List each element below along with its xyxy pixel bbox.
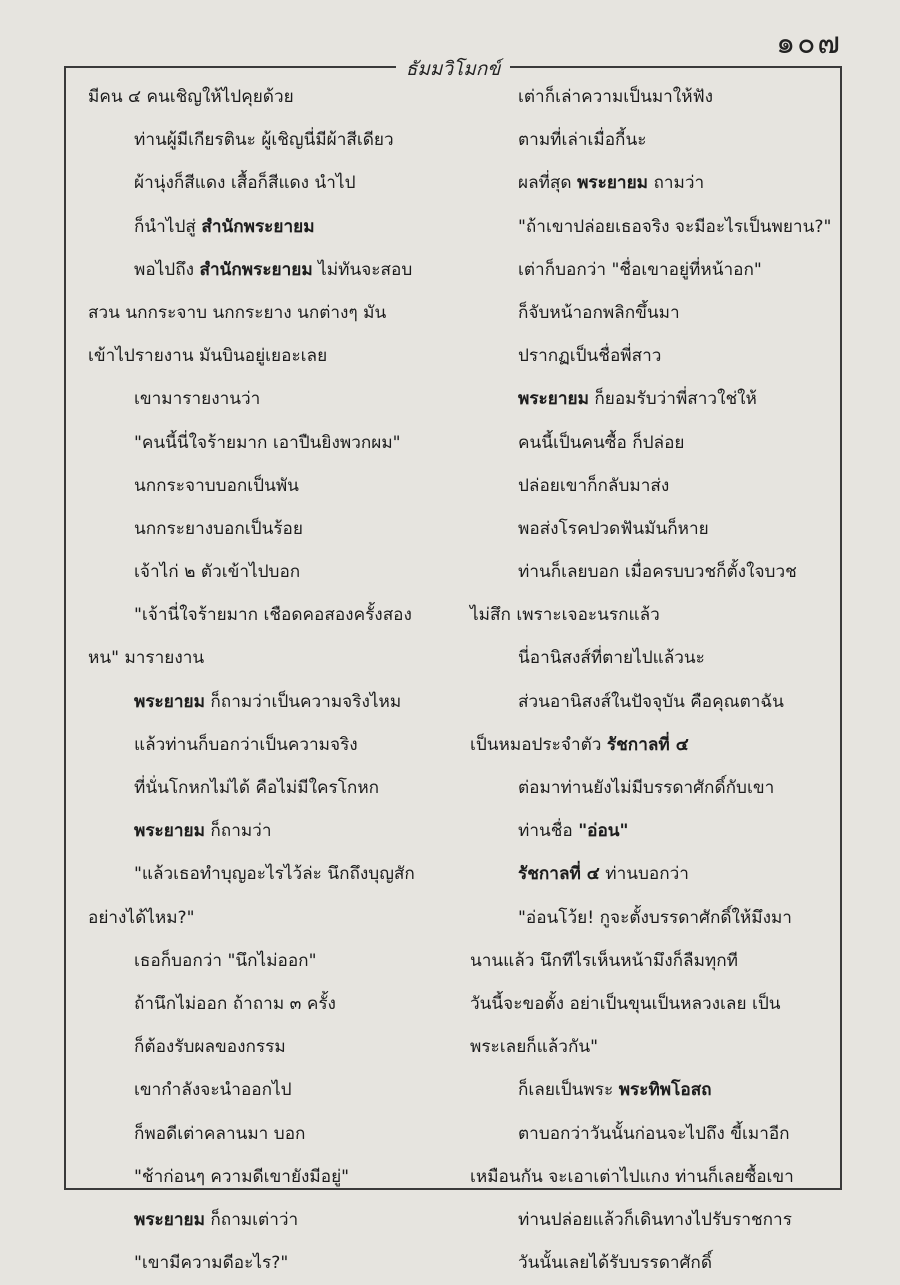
page-number: ๑๐๗ bbox=[776, 26, 842, 61]
text-line: เขากำลังจะนำออกไป bbox=[134, 1080, 292, 1101]
text-line: คนนี้เป็นคนซื้อ ก็ปล่อย bbox=[518, 432, 685, 453]
text-line: พอไปถึง สำนักพระยายม ไม่ทันจะสอบ bbox=[134, 259, 413, 280]
text-line: ก็นำไปสู่ สำนักพระยายม bbox=[134, 216, 315, 237]
text-line: ที่นั่นโกหกไม่ได้ คือไม่มีใครโกหก bbox=[134, 778, 380, 798]
text-line: พระยายม ก็ยอมรับว่าพี่สาวใช่ให้ bbox=[518, 389, 757, 410]
text-line: พระยายม ก็ถามว่าเป็นความจริงไหม bbox=[134, 691, 402, 712]
text-frame bbox=[64, 58, 842, 1274]
text-line: วันนี้จะขอตั้ง อย่าเป็นขุนเป็นหลวงเลย เป็น bbox=[470, 993, 781, 1014]
text-line: "เขามีความดีอะไร?" bbox=[134, 1253, 289, 1274]
text-line: ท่านชื่อ "อ่อน" bbox=[518, 821, 629, 842]
text-line: พอส่งโรคปวดฟันมันก็หาย bbox=[518, 518, 709, 539]
text-line: ต่อมาท่านยังไม่มีบรรดาศักดิ์กับเขา bbox=[518, 778, 775, 798]
text-line: ผลที่สุด พระยายม ถามว่า bbox=[518, 173, 705, 194]
text-line: วันนั้นเลยได้รับบรรดาศักดิ์ bbox=[518, 1253, 712, 1274]
text-line: ท่านปล่อยแล้วก็เดินทางไปรับราชการ bbox=[518, 1209, 792, 1230]
text-line: "อ่อนโว้ย! กูจะตั้งบรรดาศักดิ์ให้มึงมา bbox=[518, 907, 792, 928]
text-line: ปรากฏเป็นชื่อพี่สาว bbox=[518, 346, 662, 367]
text-line: "ช้าก่อนๆ ความดีเขายังมีอยู่" bbox=[134, 1166, 350, 1187]
text-line: เต่าก็บอกว่า "ชื่อเขาอยู่ที่หน้าอก" bbox=[518, 259, 762, 280]
text-line: ท่านก็เลยบอก เมื่อครบบวชก็ตั้งใจบวช bbox=[518, 562, 797, 583]
text-line: ก็เลยเป็นพระ พระทิพโอสถ bbox=[518, 1080, 712, 1101]
text-line: ไม่สึก เพราะเจอะนรกแล้ว bbox=[470, 605, 660, 626]
text-line: นี่อานิสงส์ที่ตายไปแล้วนะ bbox=[518, 648, 705, 669]
text-line: ตาบอกว่าวันนั้นก่อนจะไปถึง ขี้เมาอีก bbox=[518, 1123, 790, 1144]
text-line: นานแล้ว นึกทีไรเห็นหน้ามึงก็ลืมทุกที bbox=[470, 950, 738, 971]
left-column bbox=[88, 76, 463, 1285]
text-line: พระยายม ก็ถามเต่าว่า bbox=[134, 1209, 299, 1230]
text-line: ตามที่เล่าเมื่อกี้นะ bbox=[518, 130, 647, 151]
text-line: ท่านผู้มีเกียรตินะ ผู้เชิญนี่มีผ้าสีเดียว bbox=[134, 130, 394, 151]
text-line: นกกระจาบบอกเป็นพัน bbox=[134, 475, 299, 496]
text-line: อย่างได้ไหม?" bbox=[88, 907, 195, 928]
text-line: "ถ้าเขาปล่อยเธอจริง จะมีอะไรเป็นพยาน?" bbox=[518, 216, 832, 237]
running-head-title: ธัมมวิโมกข์ bbox=[396, 58, 511, 80]
text-line: ส่วนอานิสงส์ในปัจจุบัน คือคุณตาฉัน bbox=[518, 691, 784, 712]
text-line: "แล้วเธอทำบุญอะไรไว้ล่ะ นึกถึงบุญสัก bbox=[134, 864, 415, 885]
text-line: เป็นหมอประจำตัว รัชกาลที่ ๔ bbox=[470, 734, 689, 755]
text-line: สวน นกกระจาบ นกกระยาง นกต่างๆ มัน bbox=[88, 302, 387, 323]
text-line: เธอก็บอกว่า "นึกไม่ออก" bbox=[134, 950, 317, 971]
text-line: ก็พอดีเต่าคลานมา บอก bbox=[134, 1123, 306, 1144]
text-line: เจ้าไก่ ๒ ตัวเข้าไปบอก bbox=[134, 562, 301, 583]
right-column bbox=[470, 76, 840, 1285]
text-line: เขามารายงานว่า bbox=[134, 389, 261, 410]
text-line: ผ้านุ่งก็สีแดง เสื้อก็สีแดง นำไป bbox=[134, 173, 356, 194]
text-line: รัชกาลที่ ๔ ท่านบอกว่า bbox=[518, 864, 689, 885]
text-line: หน" มารายงาน bbox=[88, 648, 205, 669]
text-line: เหมือนกัน จะเอาเต่าไปแกง ท่านก็เลยซื้อเขา bbox=[470, 1166, 794, 1187]
text-line: ถ้านึกไม่ออก ถ้าถาม ๓ ครั้ง bbox=[134, 993, 336, 1014]
text-line: ก็จับหน้าอกพลิกขึ้นมา bbox=[518, 302, 680, 323]
text-line: เต่าก็เล่าความเป็นมาให้ฟัง bbox=[518, 87, 714, 107]
text-line: มีคน ๔ คนเชิญให้ไปคุยด้วย bbox=[88, 87, 294, 107]
text-line: นกกระยางบอกเป็นร้อย bbox=[134, 518, 303, 539]
text-line: ก็ต้องรับผลของกรรม bbox=[134, 1037, 286, 1058]
text-line: พระยายม ก็ถามว่า bbox=[134, 821, 272, 842]
text-line: พระเลยก็แล้วกัน" bbox=[470, 1037, 598, 1058]
text-line: "เจ้านี่ใจร้ายมาก เชือดคอสองครั้งสอง bbox=[134, 605, 412, 626]
text-line: ปล่อยเขาก็กลับมาส่ง bbox=[518, 475, 670, 496]
text-line: แล้วท่านก็บอกว่าเป็นความจริง bbox=[134, 734, 358, 755]
text-line: "คนนี้นี่ใจร้ายมาก เอาปืนยิงพวกผม" bbox=[134, 432, 401, 453]
text-line: เข้าไปรายงาน มันบินอยู่เยอะเลย bbox=[88, 346, 328, 367]
